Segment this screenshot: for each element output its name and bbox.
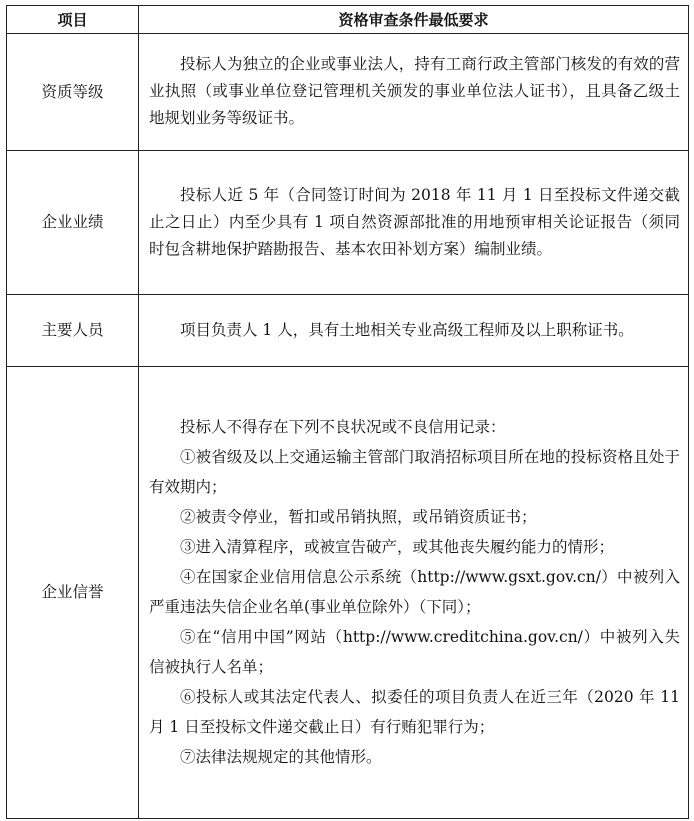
table-row	[7, 34, 689, 151]
row-item-label: 企业业绩	[7, 151, 139, 295]
row-item-label: 主要人员	[7, 295, 139, 367]
table-row	[7, 367, 689, 819]
row-item-label: 企业信誉	[7, 367, 139, 819]
requirement-paragraph: 投标人为独立的企业或事业法人，持有工商行政主管部门核发的有效的营业执照（或事业单位登记管理机关颁发的事业单位法人证书），且具备乙级土地规划业务等级证书。	[149, 55, 680, 127]
requirement-paragraph: 投标人近 5 年（合同签订时间为 2018 年 11 月 1 日至投标文件递交截止之日止）内至少具有 1 项自然资源部批准的用地预审相关论证报告（须同时包含耕地保护踏勘报告、基本农田补划方案）编制业绩。	[149, 185, 680, 258]
table-row	[7, 295, 689, 367]
requirement-paragraph: 项目负责人 1 人，具有土地相关专业高级工程师及以上职称证书。	[180, 320, 634, 339]
requirement-paragraph: ①被省级及以上交通运输主管部门取消招标项目所在地的投标资格且处于有效期内；	[149, 448, 680, 496]
header-requirement: 资格审查条件最低要求	[139, 6, 689, 34]
requirement-paragraph: ③进入清算程序，或被宣告破产，或其他丧失履约能力的情形；	[180, 538, 615, 556]
row-requirement	[139, 295, 689, 367]
qualification-requirements-table	[6, 5, 689, 819]
table-row	[7, 151, 689, 295]
requirement-paragraph: ④在国家企业信用信息公示系统（http://www.gsxt.gov.cn/）中被列入严重违法失信企业名单(事业单位除外）（下同）；	[149, 568, 680, 616]
row-requirement	[139, 151, 689, 295]
row-item-label: 资质等级	[7, 34, 139, 151]
requirement-paragraph: ⑦法律法规规定的其他情形。	[180, 748, 382, 766]
header-item: 项目	[7, 6, 139, 34]
row-requirement	[139, 34, 689, 151]
row-requirement	[139, 367, 689, 819]
requirement-paragraph: ⑥投标人或其法定代表人、拟委任的项目负责人在近三年（2020 年 11 月 1 日至投标文件递交截止日）有行贿犯罪行为；	[149, 688, 680, 736]
requirement-paragraph: ⑤在“信用中国”网站（http://www.creditchina.gov.cn/）中被列入失信被执行人名单；	[149, 628, 680, 676]
requirement-paragraph: ②被责令停业，暂扣或吊销执照，或吊销资质证书；	[180, 508, 537, 526]
requirement-paragraph: 投标人不得存在下列不良状况或不良信用记录：	[180, 418, 506, 436]
table-header-row	[7, 6, 689, 34]
